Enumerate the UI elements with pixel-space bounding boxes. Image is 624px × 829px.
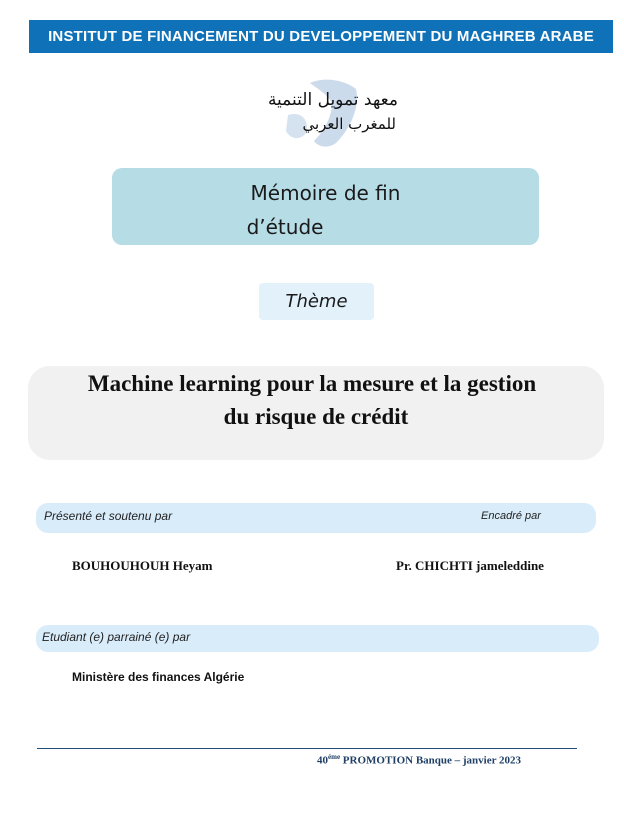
sponsor-name: Ministère des finances Algérie [72, 670, 245, 684]
memoire-title-line2: d’étude [246, 215, 324, 239]
memoire-title-line1: Mémoire de fin [250, 181, 401, 205]
institute-header [29, 20, 613, 53]
promotion-number: 40 [317, 754, 328, 767]
logo-graphic [248, 75, 408, 155]
sponsorship-bar [36, 625, 599, 652]
promotion-footer [317, 753, 521, 767]
promotion-suffix: éme [328, 753, 341, 761]
theme-label: Thème [285, 291, 348, 312]
logo-text-line1: معهد تمويل التنمية [267, 90, 398, 110]
thesis-title-line2: du risque de crédit [223, 404, 409, 429]
supervised-by-label: Encadré par [481, 510, 541, 522]
student-name: BOUHOUHOUH Heyam [72, 558, 213, 573]
supervisor-name: Pr. CHICHTI jameleddine [396, 558, 544, 573]
promotion-details: PROMOTION Banque – janvier 2023 [340, 754, 522, 767]
logo-text-line2: للمغرب العربي [302, 115, 396, 133]
memoire-box [112, 168, 539, 245]
institute-logo [248, 75, 408, 155]
theme-label-box [259, 283, 374, 320]
sponsored-by-label: Etudiant (e) parrainé (e) par [42, 630, 191, 644]
institute-name: INSTITUT DE FINANCEMENT DU DEVELOPPEMENT DU MAGHREB ARABE [48, 28, 594, 45]
thesis-title-line1: Machine learning pour la mesure et la gestion [87, 371, 537, 396]
thesis-title-box [28, 366, 604, 460]
presented-by-label: Présenté et soutenu par [44, 509, 173, 523]
presentation-bar [36, 503, 596, 533]
footer-divider [37, 748, 577, 749]
